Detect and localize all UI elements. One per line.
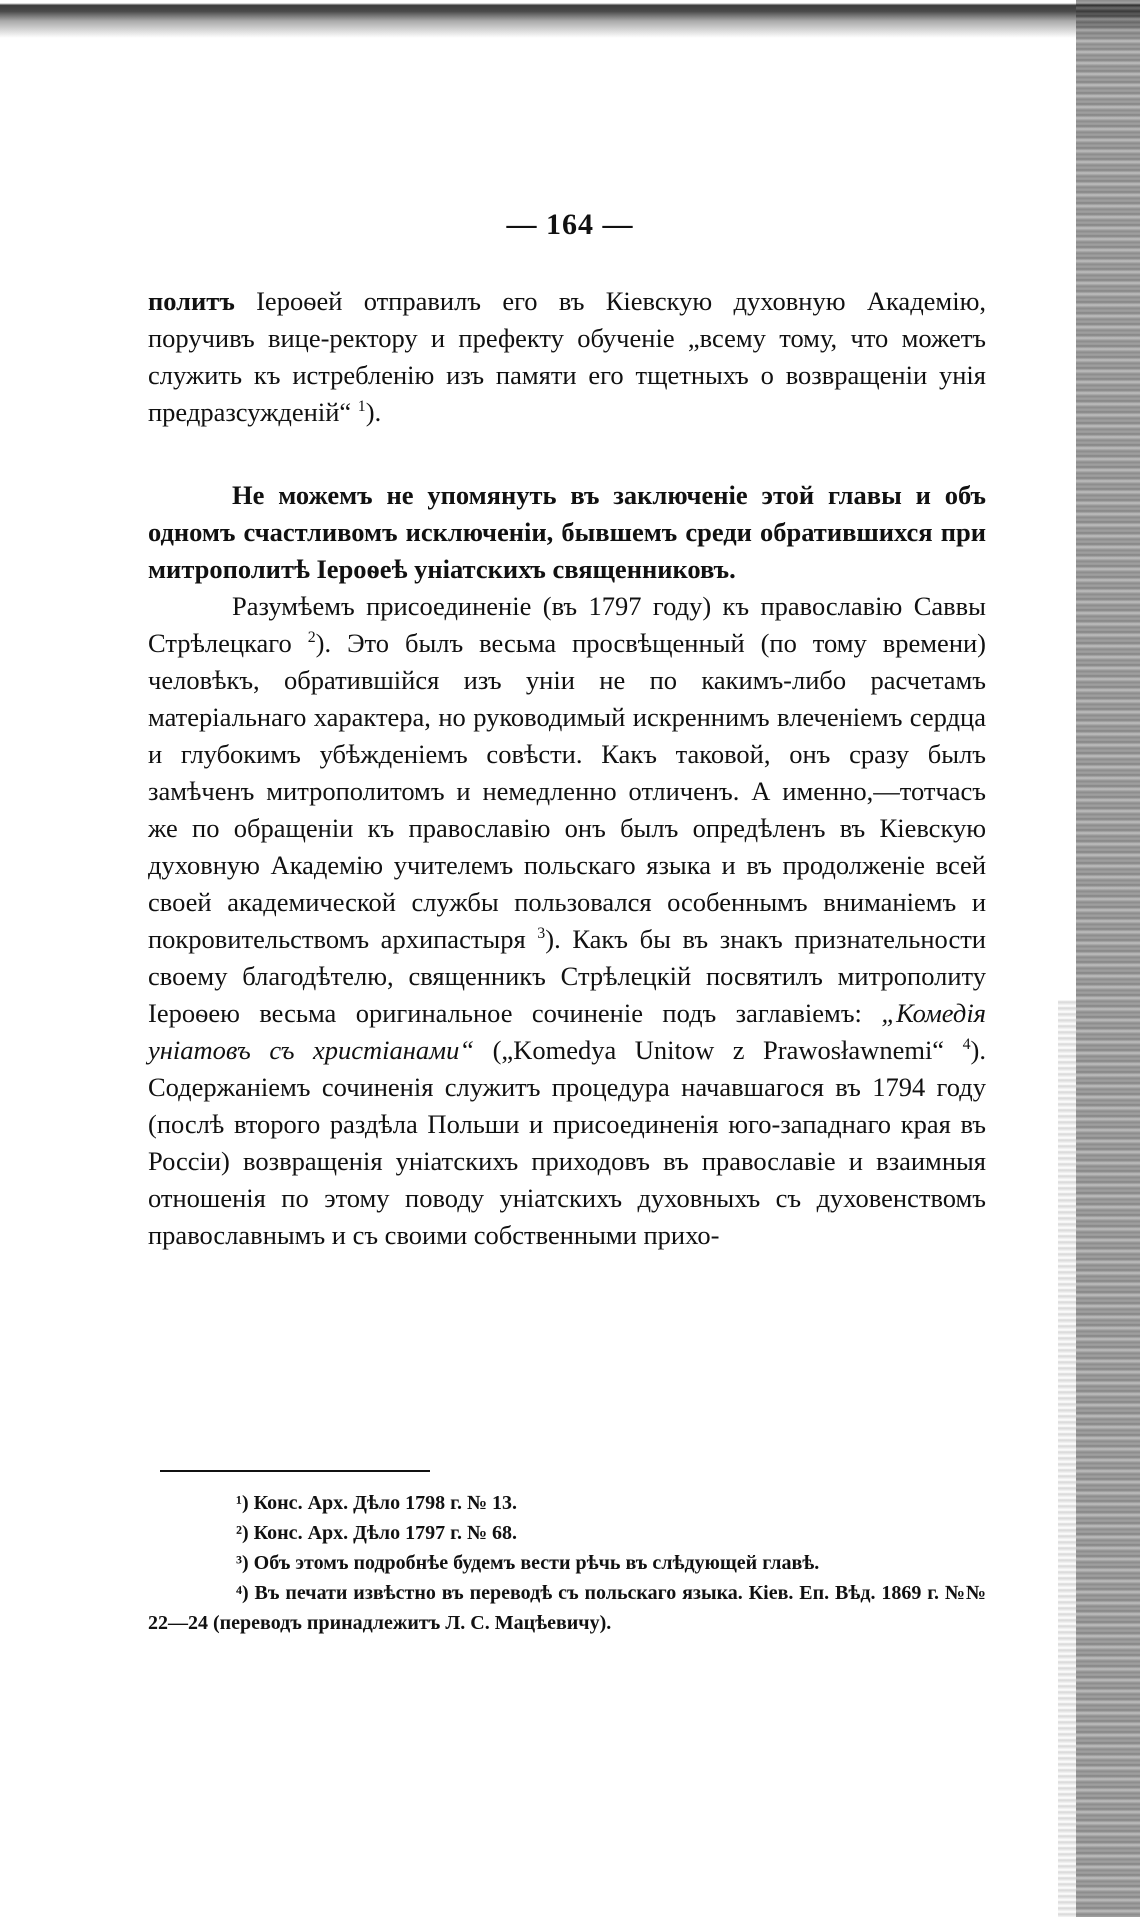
footnote-4 (148, 1578, 986, 1638)
footnote-ref-2: 2 (307, 629, 316, 647)
paragraph-intro: Не можемъ не упомянуть въ заключеніе этой главы и объ одномъ счастливомъ исключеніи, бывшемъ среди обратившихся при митрополитѣ Іероѳеѣ уніатскихъ священниковъ. (148, 480, 986, 584)
footnotes (148, 1488, 986, 1638)
footnote-1 (148, 1488, 986, 1518)
footnote-ref-3: 3 (537, 925, 546, 943)
paragraph-text-c: ). Какъ бы въ знакъ признательности своему благодѣтелю, священникъ Стрѣлецкій посвятилъ митрополиту Іероѳею весьма оригинальное сочиненіе подъ заглавіемъ: (148, 924, 986, 1028)
footnote-text: Объ этомъ подробнѣе будемъ вести рѣчь въ слѣдующей главѣ. (248, 1552, 820, 1574)
footnote-text: Конс. Арх. Дѣло 1797 г. № 68. (248, 1522, 518, 1544)
footnote-ref-1: 1 (357, 398, 366, 416)
footnote-ref-4: 4 (962, 1036, 971, 1054)
footnote-mark: ³) (236, 1552, 249, 1574)
paragraph-continuation (148, 283, 986, 431)
paragraph-text: Іероѳей отправилъ его въ Кіевскую духовную Академію, поручивъ вице-ректору и префекту обученіе „всему тому, что можетъ служить къ истребленію изъ памяти его тщетныхъ о возвращеніи унія предразсужденій“ (148, 286, 986, 427)
footnote-mark: ⁴) (236, 1582, 249, 1604)
scan-right-edge-shadow (1058, 1000, 1076, 1917)
scan-top-edge (0, 0, 1140, 38)
footnote-mark: ¹) (236, 1492, 249, 1514)
paragraph-text-d: („Komedya Unitow z Prawosławnemi“ (474, 1035, 963, 1065)
footnote-2 (148, 1518, 986, 1548)
body-text-top (148, 283, 986, 431)
footnote-divider (160, 1470, 430, 1472)
page-number: — 164 — (506, 208, 634, 241)
paragraph-lead-word: политъ (148, 286, 235, 316)
scan-right-edge (1076, 0, 1140, 1917)
paragraph-tail: ). (365, 397, 382, 427)
footnote-text: Конс. Арх. Дѣло 1798 г. № 13. (248, 1492, 518, 1514)
footnote-text: Въ печати извѣстно въ переводѣ съ польскаго языка. Кіев. Еп. Вѣд. 1869 г. №№ 22—24 (переводъ принадлежитъ Л. С. Мацѣевичу). (148, 1582, 986, 1634)
paragraph-text-e: ). Содержаніемъ сочиненія служитъ процедура начавшагося въ 1794 году (послѣ второго раздѣла Польши и присоединенія юго-западнаго края въ Россіи) возвращенія уніатскихъ приходовъ въ православіе и взаимныя отношенія по этому поводу уніатскихъ духовныхъ съ духовенствомъ православнымъ и съ своими собственными прихо- (148, 1035, 986, 1250)
work-title: „Комедія уніатовъ съ христіанами“ (148, 998, 986, 1065)
paragraph-text-a: Разумѣемъ присоединеніе (въ 1797 году) къ православію Саввы Стрѣлецкаго (148, 591, 986, 658)
body-text-main (148, 477, 986, 1254)
footnote-3 (148, 1548, 986, 1578)
footnote-mark: ²) (236, 1522, 249, 1544)
paragraph-text-b: ). Это былъ весьма просвѣщенный (по тому времени) человѣкъ, обратившійся изъ уніи не по какимъ-либо расчетамъ матеріальнаго характера, но руководимый искреннимъ влеченіемъ сердца и глубокимъ убѣжденіемъ совѣсти. Какъ таковой, онъ сразу былъ замѣченъ митрополитомъ и немедленно отличенъ. А именно,—тотчасъ же по обращеніи къ православію онъ былъ опредѣленъ въ Кіевскую духовную Академію учителемъ польскаго языка и въ продолженіе всей своей академической службы пользовался особеннымъ вниманіемъ и покровительствомъ архипастыря (148, 628, 987, 954)
paragraph-savva (148, 588, 986, 1254)
